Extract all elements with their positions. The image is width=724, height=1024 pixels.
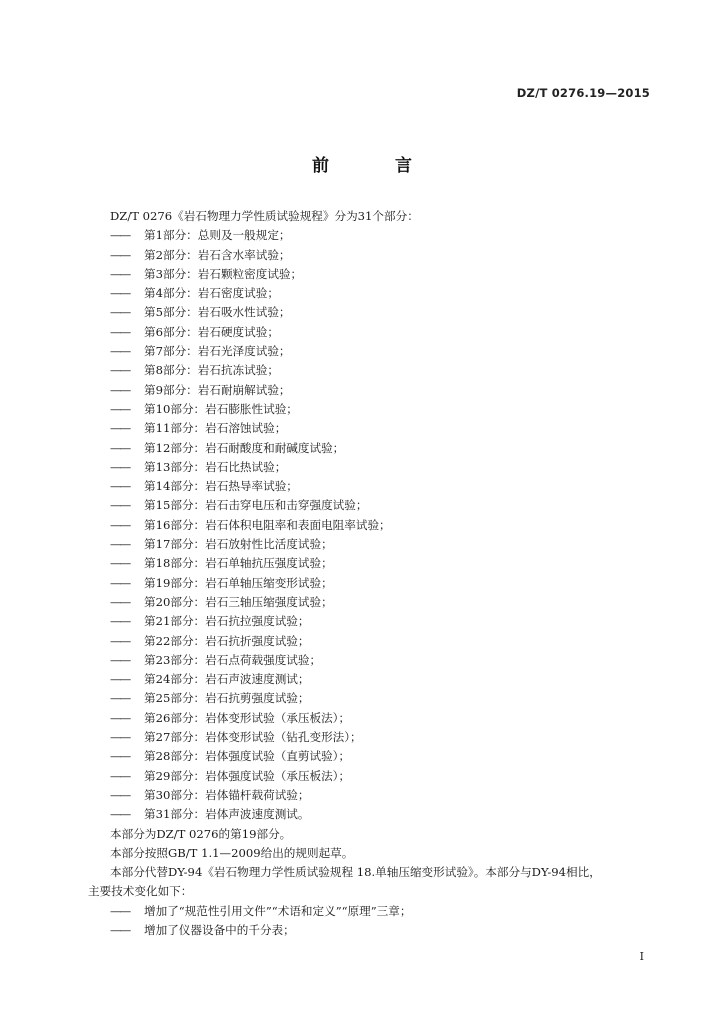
part-item [88, 516, 662, 535]
list-dash: —— [110, 266, 130, 281]
list-dash: —— [110, 382, 130, 397]
part-item [88, 226, 662, 245]
page-number: I [639, 950, 644, 963]
list-dash: —— [110, 440, 130, 455]
list-dash: —— [110, 498, 130, 513]
list-dash: —— [110, 594, 130, 609]
part-item [88, 439, 662, 458]
replacement-statement-line2: 主要技术变化如下： [88, 884, 193, 899]
list-dash: —— [110, 730, 130, 745]
part-text: 第16部分：岩石体积电阻率和表面电阻率试验； [144, 517, 391, 532]
part-text: 第8部分：岩石抗冻试验； [144, 363, 279, 378]
part-item [88, 612, 662, 631]
change-item [88, 921, 662, 940]
part-item [88, 477, 662, 496]
part-item [88, 284, 662, 303]
part-text: 第19部分：岩石单轴压缩变形试验； [144, 575, 333, 590]
part-text: 第21部分：岩石抗拉强度试验； [144, 614, 310, 629]
list-dash: —— [110, 363, 130, 378]
list-dash: —— [110, 247, 130, 262]
part-text: 第11部分：岩石溶蚀试验； [144, 421, 287, 436]
part-text: 第10部分：岩石膨胀性试验； [144, 401, 298, 416]
part-item [88, 786, 662, 805]
part-item [88, 361, 662, 380]
part-text: 第29部分：岩体强度试验（承压板法）； [144, 768, 351, 783]
part-text: 第30部分：岩体锚杆载荷试验； [144, 787, 310, 802]
part-text: 第20部分：岩石三轴压缩强度试验； [144, 594, 333, 609]
part-item [88, 651, 662, 670]
page-title: 前 言 [312, 156, 442, 176]
part-text: 第3部分：岩石颗粒密度试验； [144, 266, 303, 281]
part-item [88, 805, 662, 824]
part-item [88, 670, 662, 689]
list-dash: —— [110, 749, 130, 764]
part-item [88, 728, 662, 747]
part-statement: 本部分为DZ/T 0276的第19部分。 [110, 826, 292, 841]
intro-paragraph: DZ/T 0276《岩石物理力学性质试验规程》分为31个部分： [110, 209, 419, 223]
drafting-rules-statement: 本部分按照GB/T 1.1—2009给出的规则起草。 [110, 845, 354, 860]
part-text: 第6部分：岩石硬度试验； [144, 324, 279, 339]
part-text: 第31部分：岩体声波速度测试。 [144, 807, 310, 822]
list-dash: —— [110, 691, 130, 706]
part-text: 第7部分：岩石光泽度试验； [144, 344, 291, 359]
list-dash: —— [110, 305, 130, 320]
part-text: 第13部分：岩石比热试验； [144, 459, 287, 474]
part-text: 第9部分：岩石耐崩解试验； [144, 382, 291, 397]
part-item [88, 323, 662, 342]
part-text: 第27部分：岩体变形试验（钻孔变形法）； [144, 730, 362, 745]
part-item [88, 689, 662, 708]
part-item [88, 747, 662, 766]
part-item [88, 419, 662, 438]
part-item [88, 496, 662, 515]
part-text: 第25部分：岩石抗剪强度试验； [144, 691, 310, 706]
list-dash: —— [110, 614, 130, 629]
parts-list [88, 226, 662, 824]
part-item [88, 458, 662, 477]
list-dash: —— [110, 768, 130, 783]
list-dash: —— [110, 401, 130, 416]
list-dash: —— [110, 517, 130, 532]
list-dash: —— [110, 344, 130, 359]
list-dash: —— [110, 710, 130, 725]
part-item [88, 709, 662, 728]
list-dash: —— [110, 575, 130, 590]
part-text: 第17部分：岩石放射性比活度试验； [144, 537, 333, 552]
part-item [88, 574, 662, 593]
part-text: 第23部分：岩石点荷载强度试验； [144, 652, 322, 667]
part-item [88, 632, 662, 651]
list-dash: —— [110, 556, 130, 571]
list-dash: —— [110, 652, 130, 667]
part-text: 第18部分：岩石单轴抗压强度试验； [144, 556, 333, 571]
list-dash: —— [110, 922, 130, 937]
list-dash: —— [110, 807, 130, 822]
foreword-body [88, 207, 662, 940]
list-dash: —— [110, 459, 130, 474]
part-item [88, 767, 662, 786]
list-dash: —— [110, 286, 130, 301]
part-item [88, 303, 662, 322]
part-item [88, 246, 662, 265]
part-item [88, 554, 662, 573]
part-item [88, 593, 662, 612]
changes-list [88, 902, 662, 941]
list-dash: —— [110, 672, 130, 687]
part-text: 第22部分：岩石抗折强度试验； [144, 633, 310, 648]
part-text: 第2部分：岩石含水率试验； [144, 247, 291, 262]
change-text: 增加了“规范性引用文件”“术语和定义”“原理”三章； [144, 903, 412, 918]
list-dash: —— [110, 633, 130, 648]
part-text: 第15部分：岩石击穿电压和击穿强度试验； [144, 498, 368, 513]
list-dash: —— [110, 324, 130, 339]
part-item [88, 381, 662, 400]
list-dash: —— [110, 537, 130, 552]
part-text: 第12部分：岩石耐酸度和耐碱度试验； [144, 440, 345, 455]
part-item [88, 400, 662, 419]
change-item [88, 902, 662, 921]
change-text: 增加了仪器设备中的千分表； [144, 922, 295, 937]
part-item [88, 535, 662, 554]
replacement-statement-line1: 本部分代替DY-94《岩石物理力学性质试验规程 18.单轴压缩变形试验》。本部分与DY-94相比， [110, 865, 601, 880]
list-dash: —— [110, 421, 130, 436]
part-item [88, 342, 662, 361]
list-dash: —— [110, 787, 130, 802]
list-dash: —— [110, 903, 130, 918]
part-text: 第1部分：总则及一般规定； [144, 228, 291, 243]
part-text: 第26部分：岩体变形试验（承压板法）； [144, 710, 351, 725]
part-item [88, 265, 662, 284]
list-dash: —— [110, 228, 130, 243]
part-text: 第28部分：岩体强度试验（直剪试验）； [144, 749, 351, 764]
part-text: 第4部分：岩石密度试验； [144, 286, 279, 301]
part-text: 第24部分：岩石声波速度测试； [144, 672, 310, 687]
part-text: 第14部分：岩石热导率试验； [144, 479, 298, 494]
part-text: 第5部分：岩石吸水性试验； [144, 305, 291, 320]
document-code: DZ/T 0276.19—2015 [516, 86, 650, 100]
list-dash: —— [110, 479, 130, 494]
